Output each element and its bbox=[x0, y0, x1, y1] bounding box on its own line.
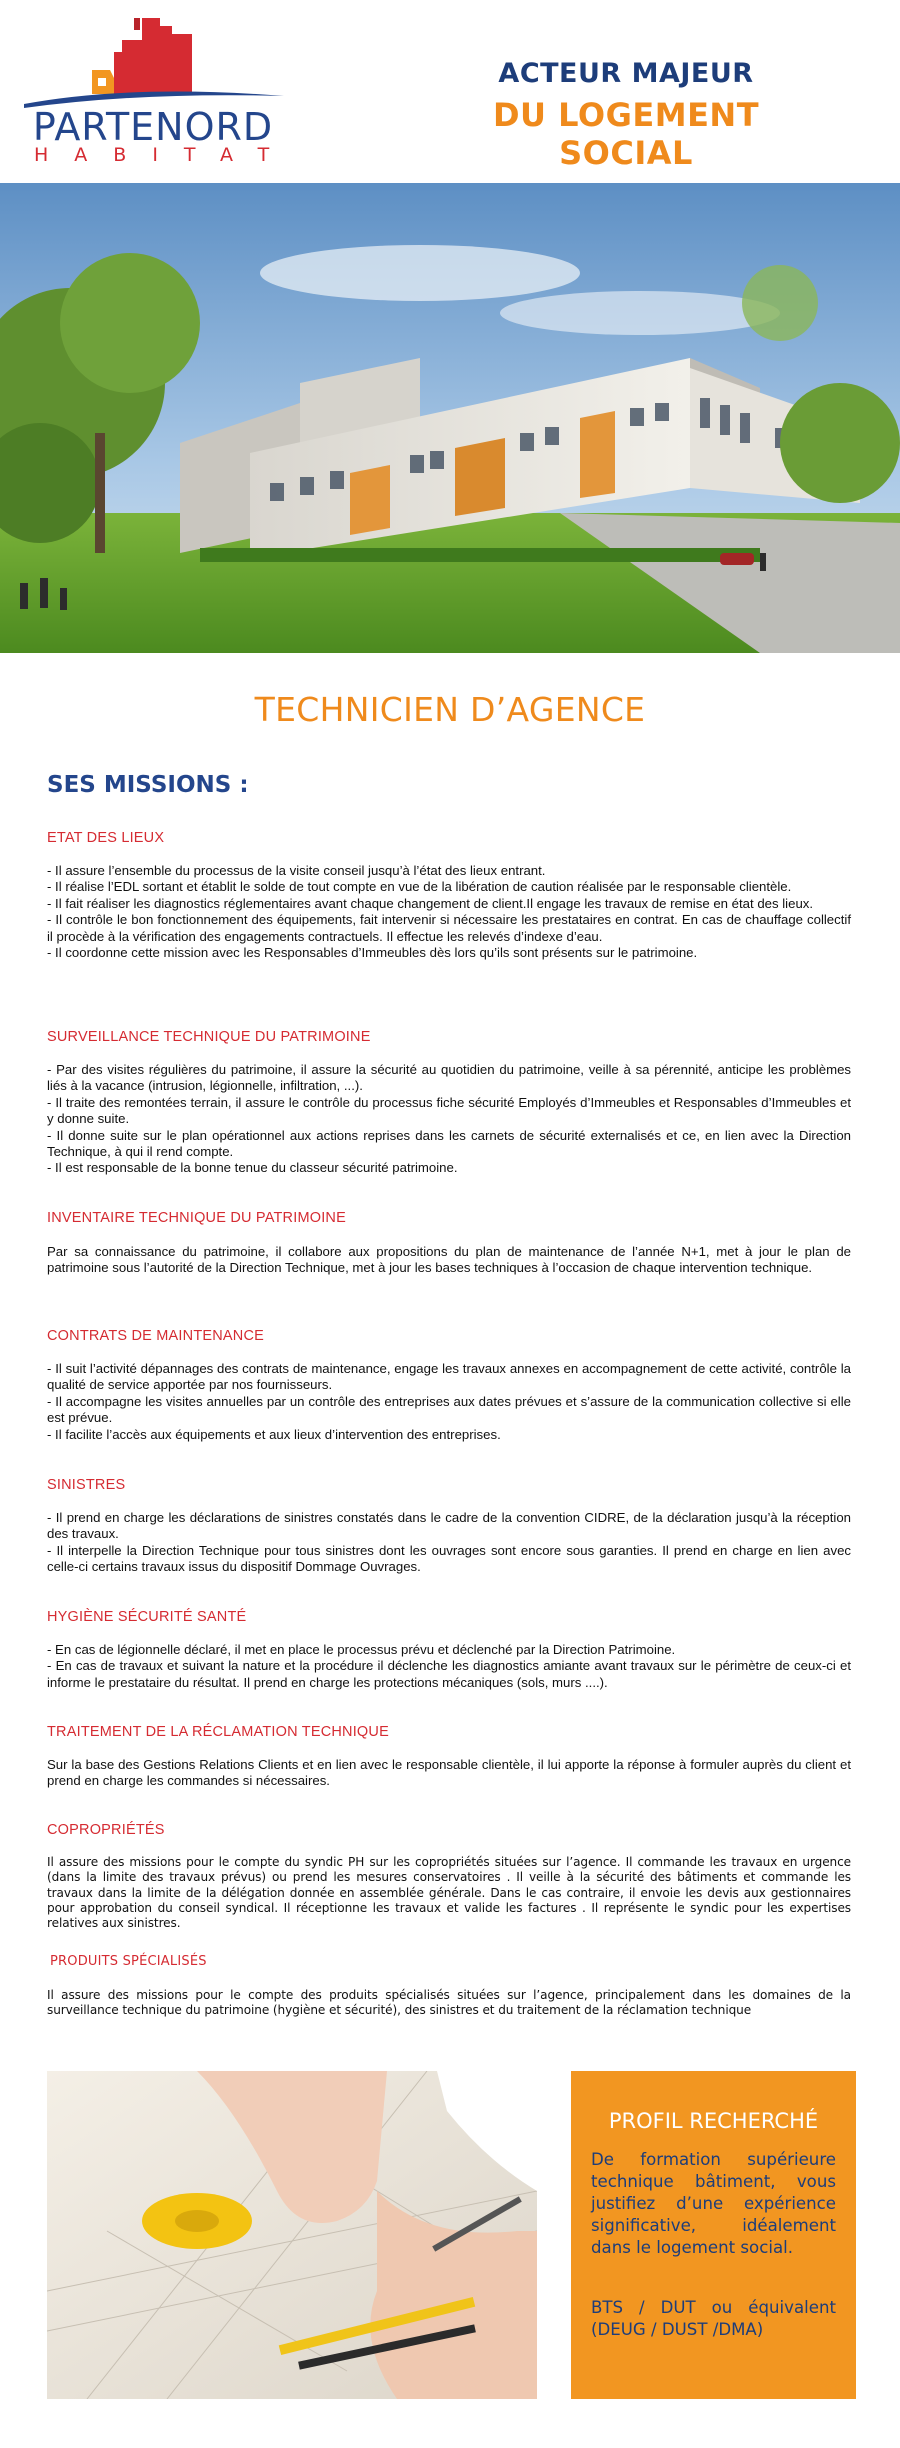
section-title-etat-des-lieux: ETAT DES LIEUX bbox=[47, 830, 165, 846]
section-line: - Il donne suite sur le plan opérationnel aux actions reprises dans les carnets de sécurité externalisés et ce, en lien avec la Direction Technique, à qui il rend compte. bbox=[47, 1127, 851, 1160]
section-line: - Il fait réaliser les diagnostics réglementaires avant chaque changement de client.Il engage les travaux de remise en état des lieux. bbox=[47, 895, 814, 911]
section-body-surveillance bbox=[47, 1062, 851, 1177]
tagline-line1: ACTEUR MAJEUR bbox=[498, 58, 754, 89]
section-line: - Par des visites régulières du patrimoine, il assure la sécurité au quotidien du patrimoine, veille à sa pérennité, anticipe les problèmes liés à la vacance (intrusion, légionnelle, infiltration, ...). bbox=[47, 1062, 851, 1094]
profile-box bbox=[571, 2071, 856, 2399]
section-title-coproprietes: COPROPRIÉTÉS bbox=[47, 1822, 165, 1838]
partenord-logo bbox=[22, 12, 296, 166]
desk-photo bbox=[47, 2071, 537, 2399]
section-line: Sur la base des Gestions Relations Clients et en lien avec le responsable clientèle, il lui apporte la réponse à formuler auprès du client et prend en charge les commandes si nécessaires. bbox=[47, 1757, 851, 1789]
section-line: - Il interpelle la Direction Technique pour tous sinistres dont les ouvrages sont encore sous garanties. Il prend en charge en lien avec celle-ci certains travaux issus du dispositif Dommage Ouvrages. bbox=[47, 1542, 851, 1575]
section-title-hygiene: HYGIÈNE SÉCURITÉ SANTÉ bbox=[47, 1609, 247, 1625]
section-line: - Il prend en charge les déclarations de sinistres constatés dans le cadre de la convention CIDRE, de la déclaration jusqu’à la réception des travaux. bbox=[47, 1510, 851, 1542]
tagline-line2: DU LOGEMENT SOCIAL bbox=[492, 96, 760, 172]
section-body-sinistres bbox=[47, 1510, 851, 1576]
section-title-sinistres: SINISTRES bbox=[47, 1477, 126, 1493]
section-body-contrats bbox=[47, 1361, 851, 1443]
job-title: TECHNICIEN D’AGENCE bbox=[254, 690, 646, 729]
logo-house-icon bbox=[22, 12, 292, 112]
profile-description: De formation supérieure technique bâtiment, vous justifiez d’une expérience significative, idéalement dans le logement social. bbox=[591, 2150, 836, 2257]
section-title-inventaire: INVENTAIRE TECHNIQUE DU PATRIMOINE bbox=[47, 1210, 346, 1226]
section-line: - Il facilite l’accès aux équipements et aux lieux d’intervention des entreprises. bbox=[47, 1426, 501, 1442]
profile-diplomas: BTS / DUT ou équivalent (DEUG / DUST /DMA) bbox=[591, 2298, 836, 2339]
section-line: - Il suit l’activité dépannages des contrats de maintenance, engage les travaux annexes en accompagnement de cette activité, contrôle la qualité de service apportée par nos fournisseurs. bbox=[47, 1361, 851, 1393]
logo-wordmark: PARTENORD bbox=[32, 105, 274, 149]
section-body-inventaire bbox=[47, 1244, 851, 1277]
missions-heading: SES MISSIONS : bbox=[47, 772, 249, 798]
section-line: - Il coordonne cette mission avec les Responsables d’Immeubles dès lors qu’ils sont présents sur le patrimoine. bbox=[47, 945, 698, 961]
section-title-produits-specialises: PRODUITS SPÉCIALISÉS bbox=[50, 1954, 207, 1969]
logo-subtitle: HABITAT bbox=[34, 144, 296, 166]
section-line: - Il assure l’ensemble du processus de la visite conseil jusqu’à l’état des lieux entrant. bbox=[47, 863, 546, 878]
section-line: - Il réalise l’EDL sortant et établit le solde de tout compte en vue de la libération de caution réalisée par le responsable clientèle. bbox=[47, 879, 792, 895]
profile-title: PROFIL RECHERCHÉ bbox=[608, 2109, 819, 2133]
section-title-contrats: CONTRATS DE MAINTENANCE bbox=[47, 1328, 265, 1344]
section-line: Par sa connaissance du patrimoine, il collabore aux propositions du plan de maintenance de l’année N+1, met à jour le plan de patrimoine sous l’autorité de la Direction Technique, met à jour les bases techniques à l’occasion de chaque intervention technique. bbox=[47, 1244, 851, 1276]
section-body-coproprietes bbox=[47, 1855, 851, 1931]
section-body-etat-des-lieux bbox=[47, 863, 851, 961]
section-line: - Il contrôle le bon fonctionnement des équipements, fait intervenir si nécessaire les prestataires en contrat. En cas de chauffage collectif il procède à la vérification des engagements contractuels. Il effectue les relevés d’indexe d’eau. bbox=[47, 912, 851, 944]
section-title-surveillance: SURVEILLANCE TECHNIQUE DU PATRIMOINE bbox=[47, 1029, 371, 1045]
section-line: Il assure des missions pour le compte du syndic PH sur les copropriétés situées sur l’agence. Il commande les travaux en urgence (dans la limite des travaux prévus) ou prend les mesures conservatoires . Il veille à la sécurité des bâtiments et commande les travaux dans la limite de la délégation donnée en assemblée générale. Dans le cas contraire, il envoie les devis aux gestionnaires pour approbation du conseil syndical. Il réceptionne les travaux et valide les factures . Il représente le syndic pour les expertises relatives aux sinistres. bbox=[47, 1855, 851, 1931]
section-title-reclamation: TRAITEMENT DE LA RÉCLAMATION TECHNIQUE bbox=[47, 1724, 389, 1740]
section-body-produits-specialises bbox=[47, 1988, 851, 2019]
section-line: - En cas de légionnelle déclaré, il met en place le processus prévu et déclenché par la Direction Patrimoine. bbox=[47, 1642, 676, 1657]
section-line: - Il accompagne les visites annuelles par un contrôle des entreprises aux dates prévues et s’assure de la communication collective si elle est prévue. bbox=[47, 1393, 851, 1426]
section-line: - Il est responsable de la bonne tenue du classeur sécurité patrimoine. bbox=[47, 1160, 458, 1176]
hero-building-image bbox=[0, 183, 900, 653]
section-line: - Il traite des remontées terrain, il assure le contrôle du processus fiche sécurité Employés d’Immeubles et Responsables d’Immeubles et y donne suite. bbox=[47, 1094, 851, 1127]
header bbox=[0, 0, 900, 183]
section-line: - En cas de travaux et suivant la nature et la procédure il déclenche les diagnostics amiante avant travaux sur le périmètre de ceux-ci et informe le prestataire du résultat. Il prend en charge les protections mécaniques (sols, murs ....). bbox=[47, 1658, 851, 1690]
section-body-reclamation bbox=[47, 1757, 851, 1790]
section-body-hygiene bbox=[47, 1642, 851, 1691]
section-line: Il assure des missions pour le compte des produits spécialisés situées sur l’agence, principalement dans les domaines de la surveillance technique du patrimoine (hygiène et sécurité), des sinistres et du traitement de la réclamation technique bbox=[47, 1988, 851, 2018]
